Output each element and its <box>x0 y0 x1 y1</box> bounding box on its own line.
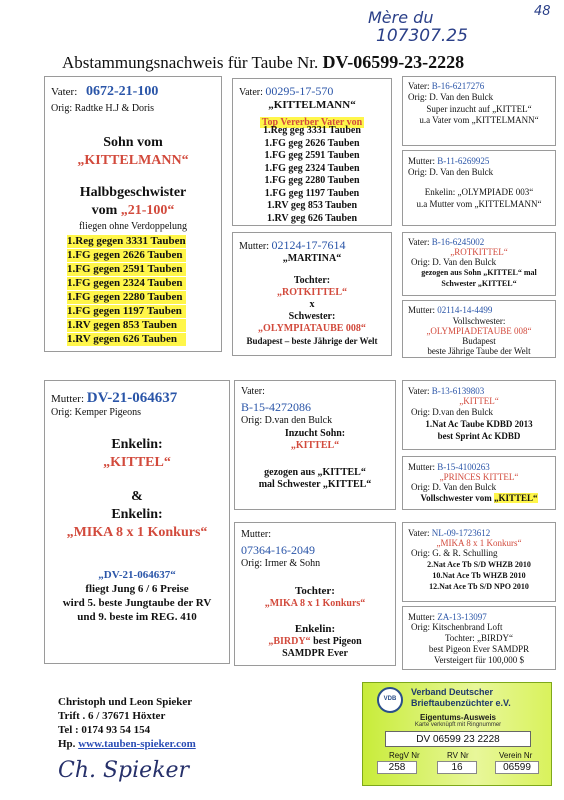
father-label: Vater: <box>51 86 78 98</box>
father-half-siblings: Halbbgeschwister <box>79 185 187 200</box>
ggm3-name: „PRINCES KITTEL“ <box>439 472 519 482</box>
card-org <box>411 687 511 709</box>
ggf1-ring: B-16-6217276 <box>431 81 485 91</box>
mother-mika: „MIKA 8 x 1 Konkurs“ <box>66 525 208 540</box>
mgm-origin: Orig: Irmer & Sohn <box>241 558 321 569</box>
ggm1-line2: u.a Mutter vom „KITTELMANN“ <box>416 199 542 209</box>
ggf2-line2: Schwester „KITTEL“ <box>441 279 517 288</box>
result-row: 1.RV geg 853 Tauben <box>266 200 358 211</box>
grandmother-daughter-label: Tochter: <box>293 275 331 286</box>
association-logo <box>377 687 403 713</box>
ggf4-line3: 12.Nat Ace Tb S/D NPO 2010 <box>429 582 529 591</box>
ggm3-ring: B-15-4100263 <box>437 462 490 472</box>
ggf4-label: Vater: <box>408 528 432 538</box>
ggf1-line1: Super inzucht auf „KITTEL“ <box>426 104 532 114</box>
father-fly-note: fliegen ohne Verdoppelung <box>78 221 188 232</box>
ggm-box-2 <box>402 300 556 358</box>
ggm4-line2: best Pigeon Ever SAMDPR <box>428 644 530 654</box>
result-row: 1.FG geg 2591 Tauben <box>264 150 360 161</box>
mgf-origin: Orig: D.van den Bulck <box>241 415 333 426</box>
breeder-phone: Tel : 0174 93 54 154 <box>58 724 151 736</box>
mgf-kittel: „KITTEL“ <box>290 440 340 451</box>
ggm4-line1: Tochter: „BIRDY“ <box>444 633 514 643</box>
ggf3-label: Vater: <box>408 386 432 396</box>
result-row: 1.Reg gegen 3331 Tauben <box>67 235 186 247</box>
breeder-address: Trift . 6 / 37671 Höxter <box>58 710 166 722</box>
mgm-mika: „MIKA 8 x 1 Konkurs“ <box>264 598 366 609</box>
ownership-card <box>362 682 552 786</box>
card-col-headers <box>371 751 543 761</box>
result-row: 1.FG gegen 2280 Tauben <box>67 291 186 304</box>
ggm2-line2: beste Jährige Taube der Welt <box>427 346 531 356</box>
ggf4-name: „MIKA 8 x 1 Konkurs“ <box>436 538 522 548</box>
result-row: 1.FG gegen 2591 Tauben <box>67 263 186 276</box>
mother-ring-quoted: „DV-21-064637“ <box>98 569 176 581</box>
title-prefix: Abstammungsnachweis für Taube Nr. <box>62 53 323 72</box>
result-row: 1.FG geg 2280 Tauben <box>264 175 360 186</box>
ggm-box-4 <box>402 606 556 670</box>
father-son-of: Sohn vom <box>103 135 163 150</box>
mgm-birdy: „BIRDY“ <box>268 636 311 647</box>
ggm4-ring: ZA-13-13097 <box>437 612 487 622</box>
result-row: 1.RV gegen 626 Tauben <box>67 333 186 346</box>
grandmother-cross: x <box>309 299 315 310</box>
mother-kittel: „KITTEL“ <box>103 455 171 470</box>
ggf1-label: Vater: <box>408 81 432 91</box>
mother-granddaughter-2: Enkelin: <box>111 507 163 522</box>
card-title: Eigentums-Ausweis <box>419 713 496 722</box>
mgm-label: Mutter: <box>241 529 271 540</box>
mgf-box <box>234 380 396 510</box>
page-number: 48 <box>534 4 551 19</box>
father-kittelmann: „KITTELMANN“ <box>77 153 189 168</box>
card-col-rv: RV Nr <box>447 751 469 760</box>
mgf-inbred-son: Inzucht Sohn: <box>284 428 346 439</box>
ggm3-label: Mutter: <box>408 462 438 472</box>
ggf4-line2: 10.Nat Ace Tb WHZB 2010 <box>432 571 526 580</box>
homepage-link[interactable]: www.tauben-spieker.com <box>78 738 196 750</box>
grandfather-ring: 00295-17-570 <box>265 84 334 98</box>
card-verein-value: 06599 <box>495 761 539 774</box>
ggf4-ring: NL-09-1723612 <box>431 528 491 538</box>
page-title <box>62 52 464 73</box>
mgf-line1: gezogen aus „KITTEL“ <box>264 467 366 478</box>
grandmother-budapest: Budapest – beste Jährige der Welt <box>246 336 378 346</box>
ggm1-label-row <box>408 156 489 167</box>
mother-label: Mutter: <box>51 393 87 405</box>
ggm2-ring: 02114-14-4499 <box>437 305 493 315</box>
grandfather-top-breeder: Top Vererber Vater von <box>261 117 363 128</box>
ggf3-line1: 1.Nat Ac Taube KDBD 2013 <box>425 419 533 429</box>
father-from-label: vom <box>91 203 121 218</box>
handwritten-note-line2: 107307.25 <box>376 26 468 46</box>
mgm-box <box>234 522 396 666</box>
mgf-line2: mal Schwester „KITTEL“ <box>258 479 372 490</box>
mother-label-row <box>51 389 177 407</box>
ggf2-ring: B-16-6245002 <box>431 237 485 247</box>
logo-text: VDB <box>383 696 397 702</box>
ggf2-label: Vater: <box>408 237 432 247</box>
card-ring-number: DV 06599 23 2228 <box>416 734 500 745</box>
mother-ring: DV-21-064637 <box>86 390 178 406</box>
mgm-ring: 07364-16-2049 <box>241 543 315 557</box>
ggf3-line2: best Sprint Ac KDBD <box>437 431 521 441</box>
card-col-regv: RegV Nr <box>389 751 420 760</box>
father-label-row <box>51 85 158 99</box>
homepage-label: Hp. <box>58 738 79 750</box>
ggm1-label: Mutter: <box>408 156 438 166</box>
ggm4-line3: Versteigert für 100,000 $ <box>434 655 524 665</box>
ggm2-name: „OLYMPIADETAUBE 008“ <box>426 326 532 336</box>
result-row: 1.Reg geg 3331 Tauben <box>263 125 361 136</box>
ggf3-name: „KITTEL“ <box>459 396 499 406</box>
card-org-line2: Brieftaubenzüchter e.V. <box>411 698 511 708</box>
grandfather-name: „KITTELMANN“ <box>268 99 356 111</box>
ggf-box-4 <box>402 522 556 602</box>
ggm1-line1: Enkelin: „OLYMPIADE 003“ <box>424 187 534 197</box>
ggf1-label-row <box>408 81 484 92</box>
mother-granddaughter-1: Enkelin: <box>111 437 163 452</box>
grandmother-box <box>232 232 392 356</box>
ggf-box-1 <box>402 76 556 146</box>
ggm-box-1 <box>402 150 556 226</box>
ggm1-origin: Orig: D. Van den Bulck <box>408 167 494 177</box>
mother-line3: und 9. beste im REG. 410 <box>77 611 197 623</box>
ggm3-origin: Orig: D. Van den Bulck <box>411 482 497 492</box>
ggm-box-3 <box>402 456 556 510</box>
card-values <box>371 761 543 775</box>
ggm2-label-row <box>408 305 492 316</box>
grandmother-name: „MARTINA“ <box>282 253 342 264</box>
ggm2-line1: Budapest <box>462 336 496 346</box>
result-row: 1.FG geg 2324 Tauben <box>264 162 360 174</box>
ggf1-line2: u.a Vater vom „KITTELMANN“ <box>419 115 539 125</box>
ggm3-kittel-highlight: „KITTEL“ <box>493 493 538 503</box>
result-row: 1.FG gegen 2324 Tauben <box>67 277 186 290</box>
result-row: 1.RV geg 626 Tauben <box>266 212 358 224</box>
ggf2-origin: Orig: D. Van den Bulck <box>411 257 497 267</box>
mother-box <box>44 380 230 664</box>
ggf4-origin: Orig: G. & R. Schulling <box>411 548 498 558</box>
grandmother-sister-label: Schwester: <box>288 311 336 322</box>
ggm1-ring: B-11-6269925 <box>437 156 490 166</box>
card-ring-field <box>385 731 531 747</box>
grandmother-label: Mutter: <box>239 241 272 252</box>
ggf2-name: „ROTKITTEL“ <box>450 247 508 257</box>
ggf2-line1: gezogen aus Sohn „KITTEL“ mal <box>421 268 537 277</box>
ggf-box-3 <box>402 380 556 450</box>
father-box <box>44 76 222 352</box>
ggf1-origin: Orig: D. Van den Bulck <box>408 92 494 102</box>
father-from-ring: „21-100“ <box>120 203 175 218</box>
breeder-homepage-row <box>58 738 196 751</box>
card-subtitle: Karte verknüpft mit Ringnummer <box>414 722 502 728</box>
mgm-samdpr: SAMDPR Ever <box>282 648 348 659</box>
ggf4-line1: 2.Nat Ace Tb S/D WHZB 2010 <box>427 560 531 569</box>
grandfather-box <box>232 78 392 226</box>
mgf-label: Vater: <box>241 386 265 397</box>
result-row: 1.RV gegen 853 Tauben <box>67 319 186 332</box>
ggm3-line1-row <box>403 493 555 504</box>
father-ring: 0672-21-100 <box>86 84 159 99</box>
card-col-verein: Verein Nr <box>499 751 533 760</box>
title-number: DV-06599-23-2228 <box>322 52 465 72</box>
signature: Ch. Spieker <box>58 758 190 783</box>
result-row: 1.FG geg 1197 Tauben <box>264 187 360 199</box>
father-origin: Orig: Radtke H.J & Doris <box>51 103 155 114</box>
result-row: 1.FG gegen 1197 Tauben <box>67 305 186 318</box>
mother-ampersand: & <box>131 489 143 504</box>
mother-line1: fliegt Jung 6 / 6 Preise <box>85 583 189 595</box>
card-org-line1: Verband Deutscher <box>411 687 494 697</box>
grandmother-label-row <box>239 239 346 253</box>
ggm4-label: Mutter: <box>408 612 438 622</box>
ggm2-label: Mutter: <box>408 305 438 315</box>
breeder-name: Christoph und Leon Spieker <box>58 696 193 708</box>
result-row: 1.FG gegen 2626 Tauben <box>67 249 186 262</box>
father-results <box>67 235 186 346</box>
ggm2-full-sister: Vollschwester: <box>452 316 506 326</box>
mgf-ring: B-15-4272086 <box>241 400 311 414</box>
mgm-birdy-row <box>235 636 395 648</box>
result-row: 1.FG geg 2626 Tauben <box>264 137 360 149</box>
mgm-granddaughter-label: Enkelin: <box>294 623 336 635</box>
mother-origin: Orig: Kemper Pigeons <box>51 407 141 418</box>
ggm4-origin: Orig: Kitschenbrand Loft <box>411 622 503 632</box>
grandfather-label: Vater: <box>239 87 266 98</box>
grandfather-label-row <box>239 85 333 99</box>
mgm-birdy-rest: best Pigeon <box>310 636 362 647</box>
ggf-box-2 <box>402 232 556 296</box>
mgm-daughter-label: Tochter: <box>295 585 335 597</box>
handwritten-note-line1: Mère du <box>368 8 434 27</box>
card-regv-value: 258 <box>377 761 417 774</box>
father-from-row <box>45 203 221 219</box>
ggf3-origin: Orig: D.van den Bulck <box>411 407 493 417</box>
grandmother-rotkittel: „ROTKITTEL“ <box>276 287 348 298</box>
grandmother-ring: 02124-17-7614 <box>271 238 346 252</box>
card-rv-value: 16 <box>437 761 477 774</box>
grandfather-results <box>233 125 391 225</box>
grandmother-olympia: „OLYMPIATAUBE 008“ <box>258 323 366 334</box>
ggm3-line1: Vollschwester vom <box>420 493 494 503</box>
ggf3-ring: B-13-6139803 <box>431 386 485 396</box>
mother-line2: wird 5. beste Jungtaube der RV <box>62 597 212 609</box>
